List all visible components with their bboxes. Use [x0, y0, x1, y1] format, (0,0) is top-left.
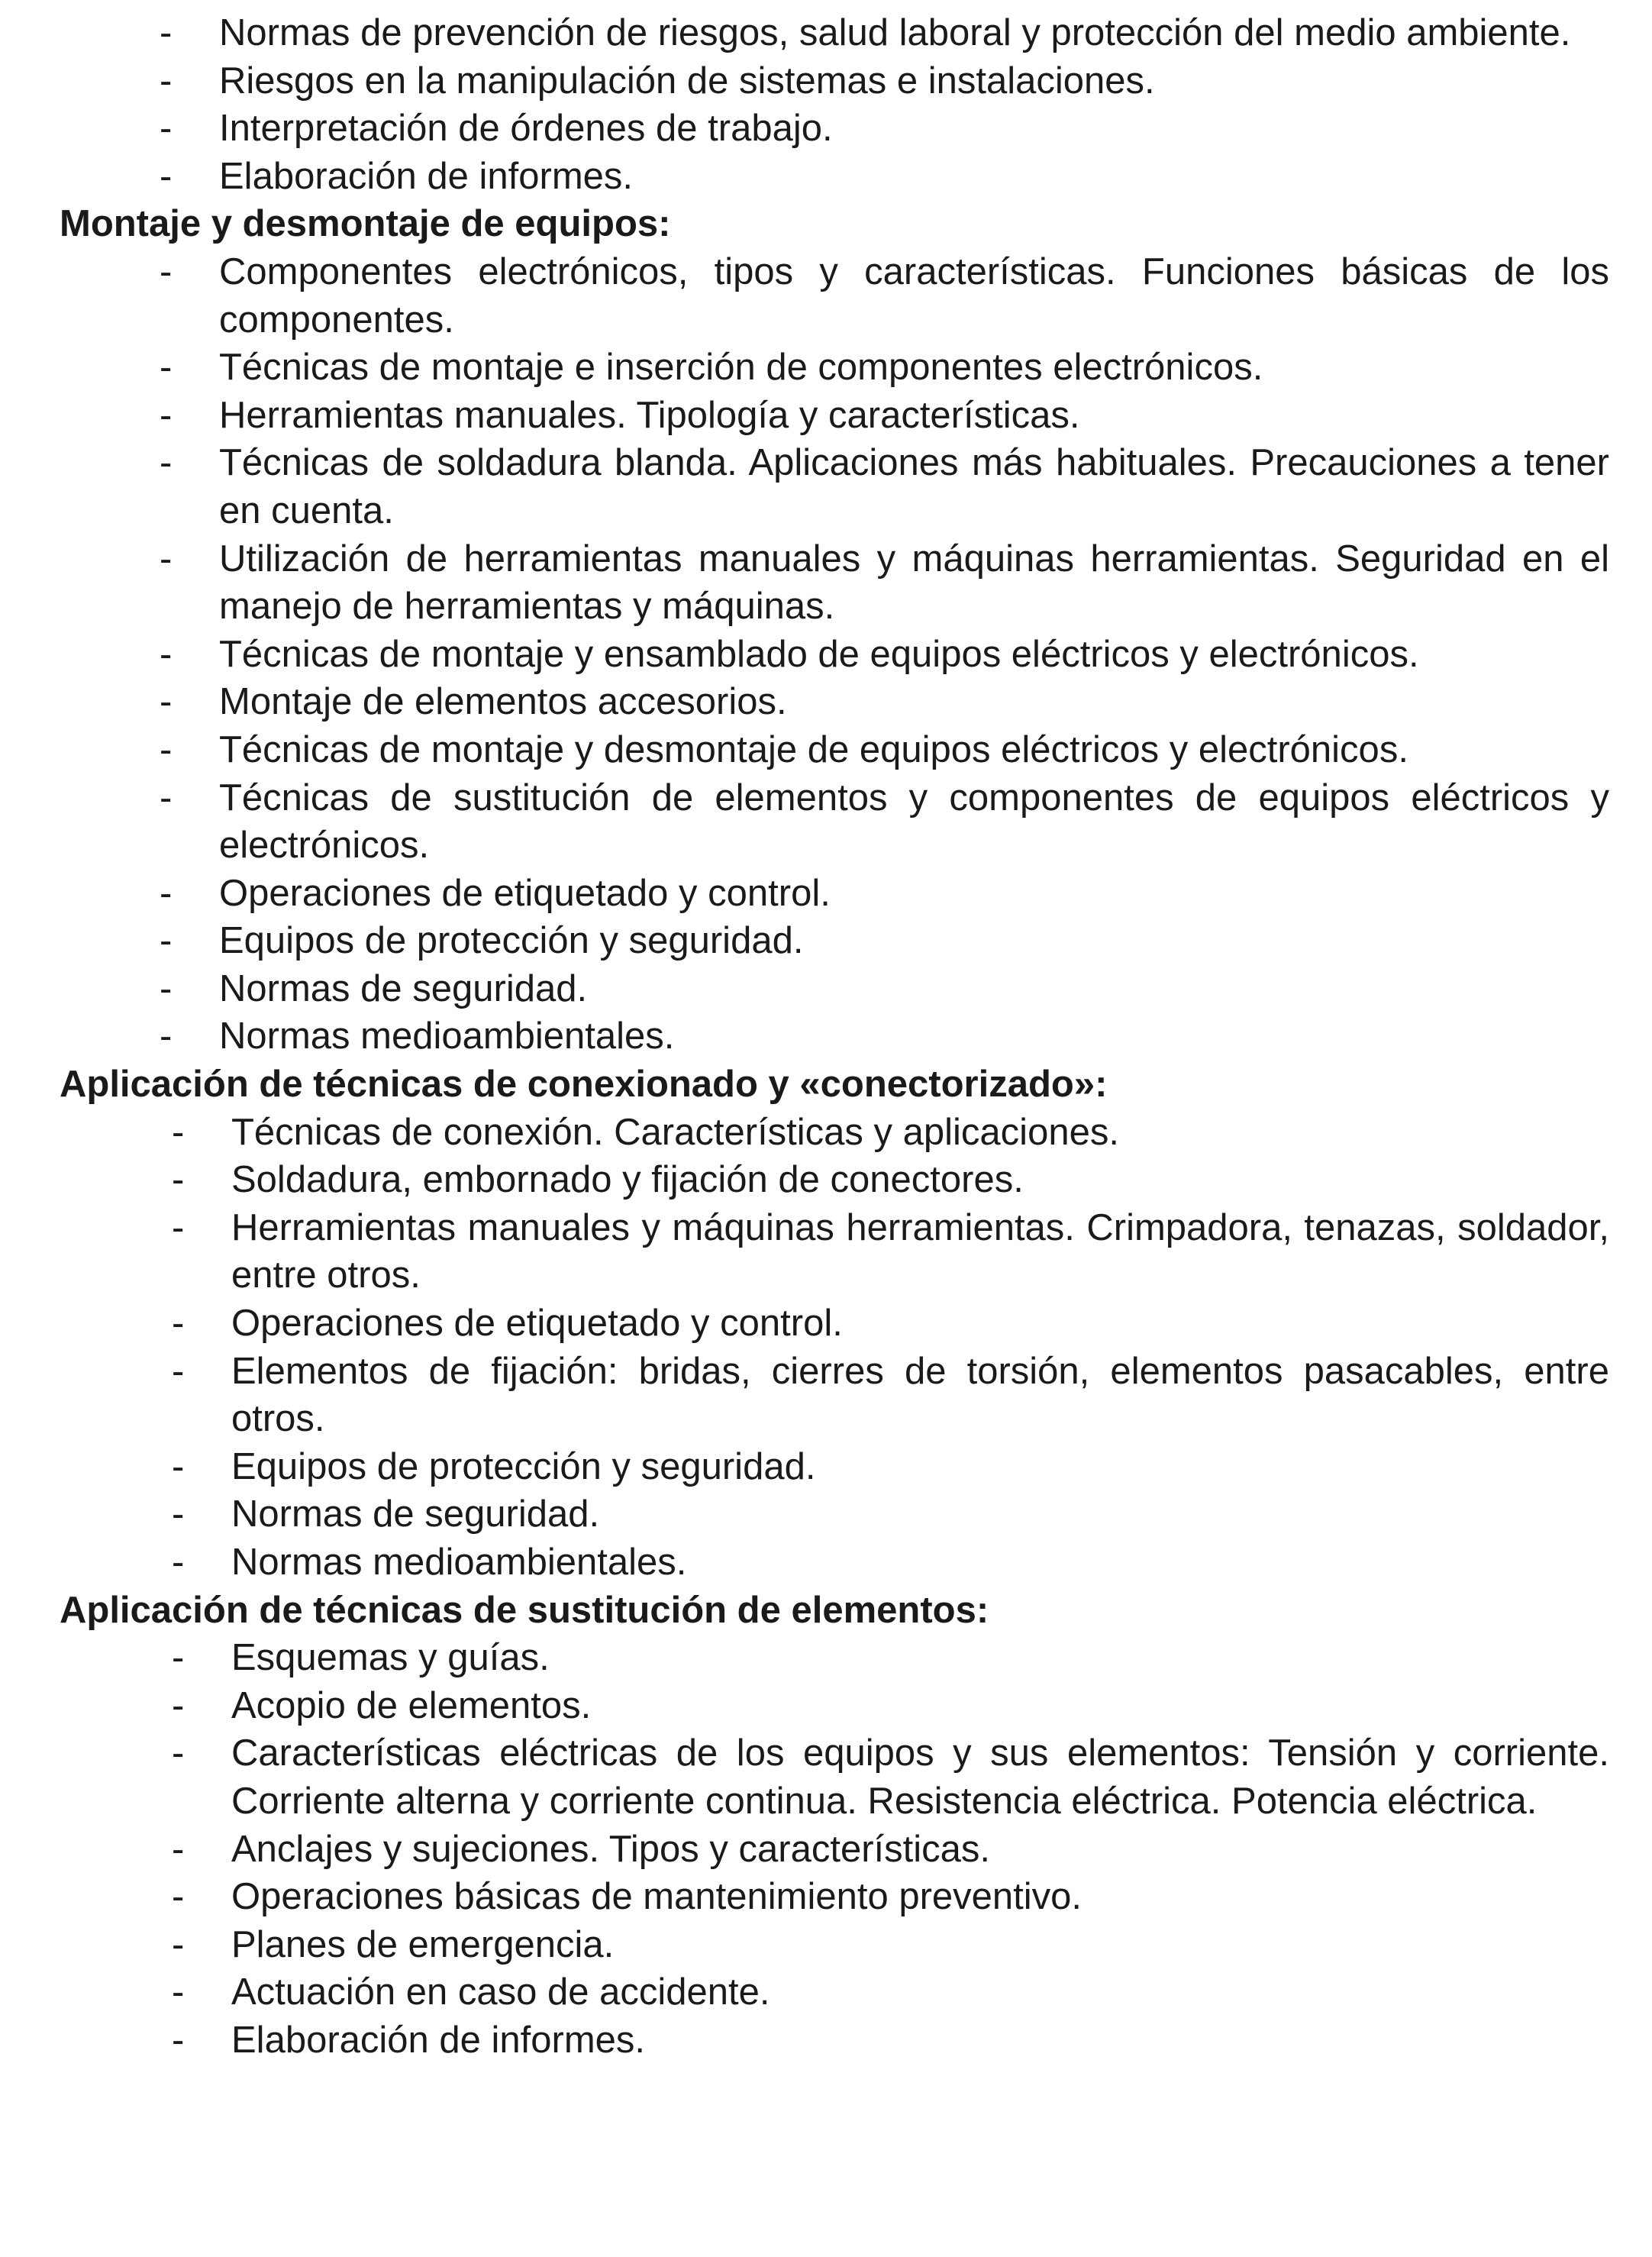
item-text: Operaciones de etiquetado y control.	[219, 872, 831, 914]
list-item	[60, 1968, 1609, 2016]
list-item	[60, 344, 1609, 392]
section-heading-conexionado: Aplicación de técnicas de conexionado y «conectorizado»:	[60, 1064, 1108, 1106]
item-text: Riesgos en la manipulación de sistemas e instalaciones.	[219, 60, 1155, 102]
bullet-dash: -	[160, 920, 173, 962]
item-text: Montaje de elementos accesorios.	[219, 681, 787, 723]
list-item	[60, 917, 1609, 965]
bullet-dash: -	[172, 1303, 185, 1345]
bullet-dash: -	[160, 347, 173, 389]
list-item	[60, 105, 1609, 153]
bullet-dash: -	[172, 2019, 185, 2061]
bullet-dash: -	[160, 108, 173, 150]
item-text: Normas de prevención de riesgos, salud laboral y protección del medio ambiente.	[219, 12, 1571, 53]
list-item	[60, 1300, 1609, 1348]
bullet-dash: -	[160, 442, 173, 484]
item-text: Anclajes y sujeciones. Tipos y características.	[231, 1828, 991, 1870]
item-text: Normas de seguridad.	[231, 1493, 600, 1535]
list-item	[60, 726, 1609, 774]
list-item	[60, 153, 1609, 201]
list-item	[60, 1012, 1609, 1061]
list-item	[60, 965, 1609, 1013]
list-item	[60, 1634, 1609, 1682]
item-text: Acopio de elementos.	[231, 1684, 592, 1726]
bullet-dash: -	[160, 633, 173, 675]
item-text: Planes de emergencia.	[231, 1923, 615, 1965]
section-heading-sustitucion: Aplicación de técnicas de sustitución de elementos:	[60, 1589, 989, 1631]
list-item	[60, 774, 1609, 870]
item-text: Normas de seguridad.	[219, 967, 588, 1009]
bullet-dash: -	[172, 1971, 185, 2013]
bullet-dash: -	[160, 538, 173, 580]
intro-list	[60, 9, 1609, 200]
item-text: Herramientas manuales y máquinas herramientas. Crimpadora, tenazas, soldador, entre otros.	[231, 1206, 1609, 1296]
bullet-dash: -	[172, 1111, 185, 1153]
bullet-dash: -	[172, 1445, 185, 1487]
item-text: Técnicas de sustitución de elementos y componentes de equipos eléctricos y electrónicos.	[219, 777, 1609, 867]
item-text: Esquemas y guías.	[231, 1637, 550, 1679]
list-item	[60, 57, 1609, 105]
bullet-dash: -	[160, 681, 173, 723]
list-item	[60, 1156, 1609, 1204]
bullet-dash: -	[172, 1876, 185, 1918]
item-text: Soldadura, embornado y fijación de conectores.	[231, 1159, 1024, 1201]
bullet-dash: -	[160, 155, 173, 197]
list-item	[60, 1921, 1609, 1969]
item-text: Actuación en caso de accidente.	[231, 1971, 770, 2013]
item-text: Técnicas de montaje y desmontaje de equipos eléctricos y electrónicos.	[219, 728, 1408, 770]
item-text: Elaboración de informes.	[231, 2019, 646, 2061]
list-item	[60, 248, 1609, 344]
bullet-dash: -	[172, 1542, 185, 1583]
bullet-dash: -	[172, 1732, 185, 1774]
bullet-dash: -	[172, 1159, 185, 1201]
item-text: Normas medioambientales.	[219, 1015, 675, 1057]
bullet-dash: -	[160, 394, 173, 436]
bullet-dash: -	[172, 1206, 185, 1248]
item-text: Operaciones de etiquetado y control.	[231, 1303, 843, 1345]
list-item	[60, 2016, 1609, 2065]
item-text: Técnicas de conexión. Características y aplicaciones.	[231, 1111, 1119, 1153]
list-item	[60, 439, 1609, 534]
list-item	[60, 1204, 1609, 1300]
item-text: Técnicas de soldadura blanda. Aplicaciones más habituales. Precauciones a tener en cuenta.	[219, 442, 1609, 531]
list-item	[60, 9, 1609, 57]
list-item	[60, 631, 1609, 679]
list-item	[60, 1729, 1609, 1825]
item-text: Componentes electrónicos, tipos y características. Funciones básicas de los componentes.	[219, 250, 1609, 341]
item-text: Técnicas de montaje y ensamblado de equipos eléctricos y electrónicos.	[219, 633, 1419, 675]
list-item	[60, 1348, 1609, 1443]
bullet-dash: -	[160, 777, 173, 819]
list-item	[60, 1682, 1609, 1730]
list-item	[60, 392, 1609, 440]
section-list-montaje	[60, 248, 1609, 1061]
bullet-dash: -	[172, 1684, 185, 1726]
list-item	[60, 1443, 1609, 1491]
bullet-dash: -	[172, 1637, 185, 1679]
list-item	[60, 1539, 1609, 1587]
item-text: Normas medioambientales.	[231, 1542, 687, 1583]
item-text: Elaboración de informes.	[219, 155, 634, 197]
document-content	[60, 9, 1609, 2065]
bullet-dash: -	[172, 1493, 185, 1535]
item-text: Técnicas de montaje e inserción de componentes electrónicos.	[219, 347, 1263, 389]
item-text: Interpretación de órdenes de trabajo.	[219, 108, 833, 150]
bullet-dash: -	[172, 1350, 185, 1392]
item-text: Herramientas manuales. Tipología y características.	[219, 394, 1080, 436]
list-item	[60, 1826, 1609, 1874]
item-text: Equipos de protección y seguridad.	[231, 1445, 816, 1487]
bullet-dash: -	[160, 967, 173, 1009]
section-heading-montaje: Montaje y desmontaje de equipos:	[60, 203, 671, 245]
item-text: Equipos de protección y seguridad.	[219, 920, 804, 962]
list-item	[60, 1490, 1609, 1539]
bullet-dash: -	[160, 1015, 173, 1057]
bullet-dash: -	[172, 1923, 185, 1965]
item-text: Elementos de fijación: bridas, cierres de torsión, elementos pasacables, entre otros.	[231, 1350, 1609, 1440]
list-item	[60, 1109, 1609, 1157]
item-text: Operaciones básicas de mantenimiento preventivo.	[231, 1876, 1083, 1918]
list-item	[60, 535, 1609, 631]
bullet-dash: -	[172, 1828, 185, 1870]
bullet-dash: -	[160, 60, 173, 102]
bullet-dash: -	[160, 872, 173, 914]
section-list-conexionado	[60, 1109, 1609, 1587]
list-item	[60, 678, 1609, 726]
item-text: Características eléctricas de los equipos y sus elementos: Tensión y corriente. Corriente alterna y corriente continua. Resistencia eléctrica. Potencia eléctrica.	[231, 1732, 1609, 1822]
bullet-dash: -	[160, 250, 173, 292]
list-item	[60, 1873, 1609, 1921]
bullet-dash: -	[160, 12, 173, 53]
section-list-sustitucion	[60, 1634, 1609, 2064]
item-text: Utilización de herramientas manuales y máquinas herramientas. Seguridad en el manejo de herramientas y máquinas.	[219, 538, 1609, 628]
list-item	[60, 870, 1609, 918]
bullet-dash: -	[160, 728, 173, 770]
